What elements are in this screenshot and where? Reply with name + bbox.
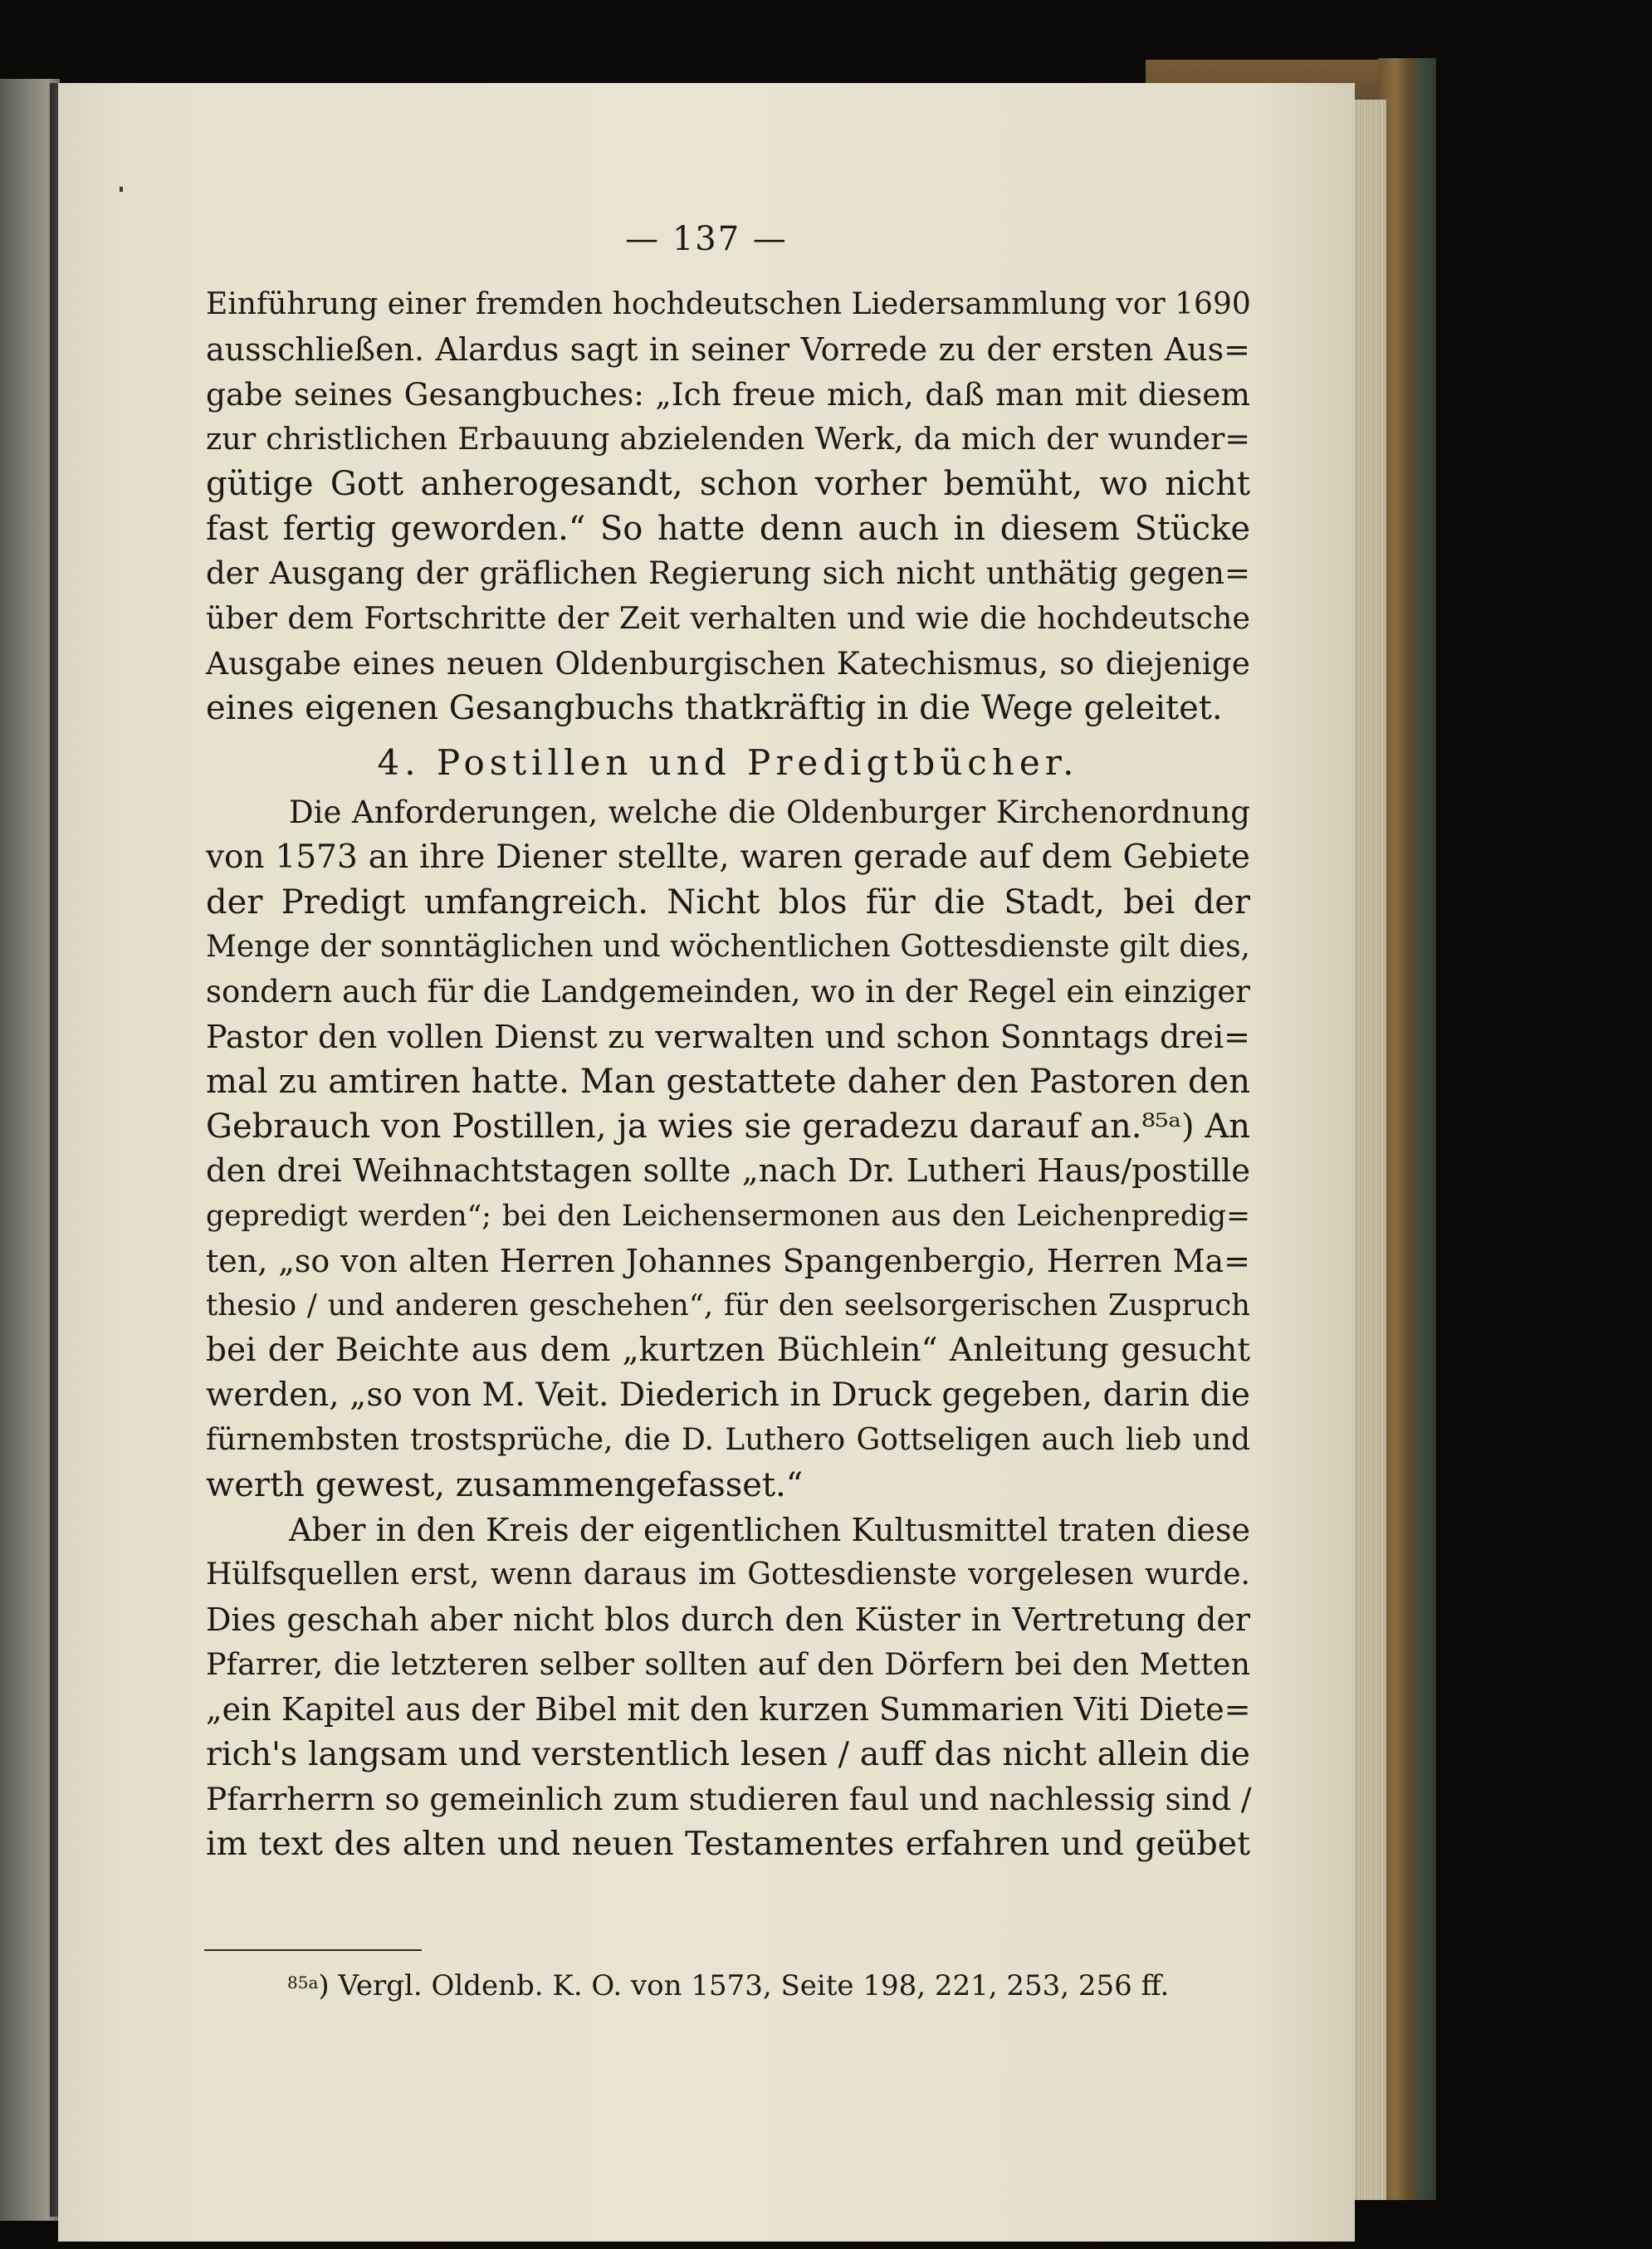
text-line: von 1573 an ihre Diener stellte, waren gerade auf dem Gebiete <box>206 838 1250 876</box>
text-line: Dies geschah aber nicht blos durch den Küster in Vertretung der <box>206 1601 1250 1638</box>
text-line: mal zu amtiren hatte. Man gestattete daher den Pastoren den <box>206 1063 1250 1101</box>
text-line: Aber in den Kreis der eigentlichen Kultusmittel traten diese <box>289 1512 1250 1548</box>
book-cover-edge <box>1378 58 1436 2200</box>
text-line: Menge der sonntäglichen und wöchentlichen Gottesdienste gilt dies, <box>206 930 1250 964</box>
section-heading: 4. Postillen und Predigtbücher. <box>377 742 1079 783</box>
text-line: „ein Kapitel aus der Bibel mit den kurzen Summarien Viti Diete= <box>206 1691 1251 1728</box>
text-line: über dem Fortschritte der Zeit verhalten und wie die hochdeutsche <box>206 600 1250 636</box>
footnote-divider <box>204 1949 422 1951</box>
text-line: werden, „so von M. Veit. Diederich in Druck gegeben, darin die <box>206 1376 1250 1414</box>
text-line: gabe seines Gesangbuches: „Ich freue mich, daß man mit diesem <box>206 376 1250 413</box>
text-line: fast fertig geworden.“ So hatte denn auch in diesem Stücke <box>206 510 1250 548</box>
text-line: der Ausgang der gräflichen Regierung sich nicht unthätig gegen= <box>206 555 1250 591</box>
text-line: der Predigt umfangreich. Nicht blos für die Stadt, bei der <box>206 883 1250 922</box>
footnote-marker: 85a <box>287 1973 319 1992</box>
text-line: gütige Gott anherogesandt, schon vorher bemüht, wo nicht <box>206 465 1250 503</box>
text-line: ausschließen. Alardus sagt in seiner Vorrede zu der ersten Aus= <box>206 331 1250 368</box>
text-line: den drei Weihnachtstagen sollte „nach Dr. Lutheri Haus/postille <box>206 1152 1250 1190</box>
body-text <box>206 282 1250 1866</box>
text-line: Hülfsquellen erst, wenn daraus im Gottesdienste vorgelesen wurde. <box>206 1557 1250 1591</box>
text-line: werth gewest, zusammengefasset.“ <box>206 1466 804 1504</box>
text-line: fürnembsten trostsprüche, die D. Luthero Gottseligen auch lieb und <box>206 1423 1250 1457</box>
text-line: Die Anforderungen, welche die Oldenburger Kirchenordnung <box>289 794 1250 830</box>
book-page <box>58 83 1355 2242</box>
text-line: Gebrauch von Postillen, ja wies sie geradezu darauf an.⁸⁵ᵃ) An <box>206 1107 1250 1146</box>
text-line: Ausgabe eines neuen Oldenburgischen Katechismus, so diejenige <box>206 645 1250 682</box>
text-line: im text des alten und neuen Testamentes erfahren und geübet <box>206 1825 1250 1863</box>
text-line: Pfarrherrn so gemeinlich zum studieren faul und nachlessig sind / <box>206 1781 1252 1817</box>
text-line: Pfarrer, die letzteren selber sollten auf den Dörfern bei den Metten <box>206 1646 1250 1682</box>
text-line: zur christlichen Erbauung abzielenden Werk, da mich der wunder= <box>206 421 1250 457</box>
ink-speck <box>120 187 123 192</box>
text-line: gepredigt werden“; bei den Leichensermonen aus den Leichenpredig= <box>206 1200 1250 1233</box>
text-line: thesio / und anderen geschehen“, für den seelsorgerischen Zuspruch <box>206 1288 1250 1323</box>
text-line: Pastor den vollen Dienst zu verwalten und schon Sonntags drei= <box>206 1019 1250 1055</box>
footnote <box>287 1968 1283 2004</box>
text-line: bei der Beichte aus dem „kurtzen Büchlein“ Anleitung gesucht <box>206 1332 1250 1369</box>
page-number: — 137 — <box>625 220 788 258</box>
text-line: Einführung einer fremden hochdeutschen Liedersammlung vor 1690 <box>206 287 1251 321</box>
text-line: rich's langsam und verstentlich lesen / auff das nicht allein die <box>206 1735 1250 1773</box>
text-line: eines eigenen Gesangbuchs thatkräftig in die Wege geleitet. <box>206 689 1223 727</box>
footnote-text: ) Vergl. Oldenb. K. O. von 1573, Seite 198, 221, 253, 256 ff. <box>318 1969 1170 2002</box>
text-line: ten, „so von alten Herren Johannes Spangenbergio, Herren Ma= <box>206 1243 1250 1279</box>
text-line: sondern auch für die Landgemeinden, wo in der Regel ein einziger <box>206 974 1250 1010</box>
